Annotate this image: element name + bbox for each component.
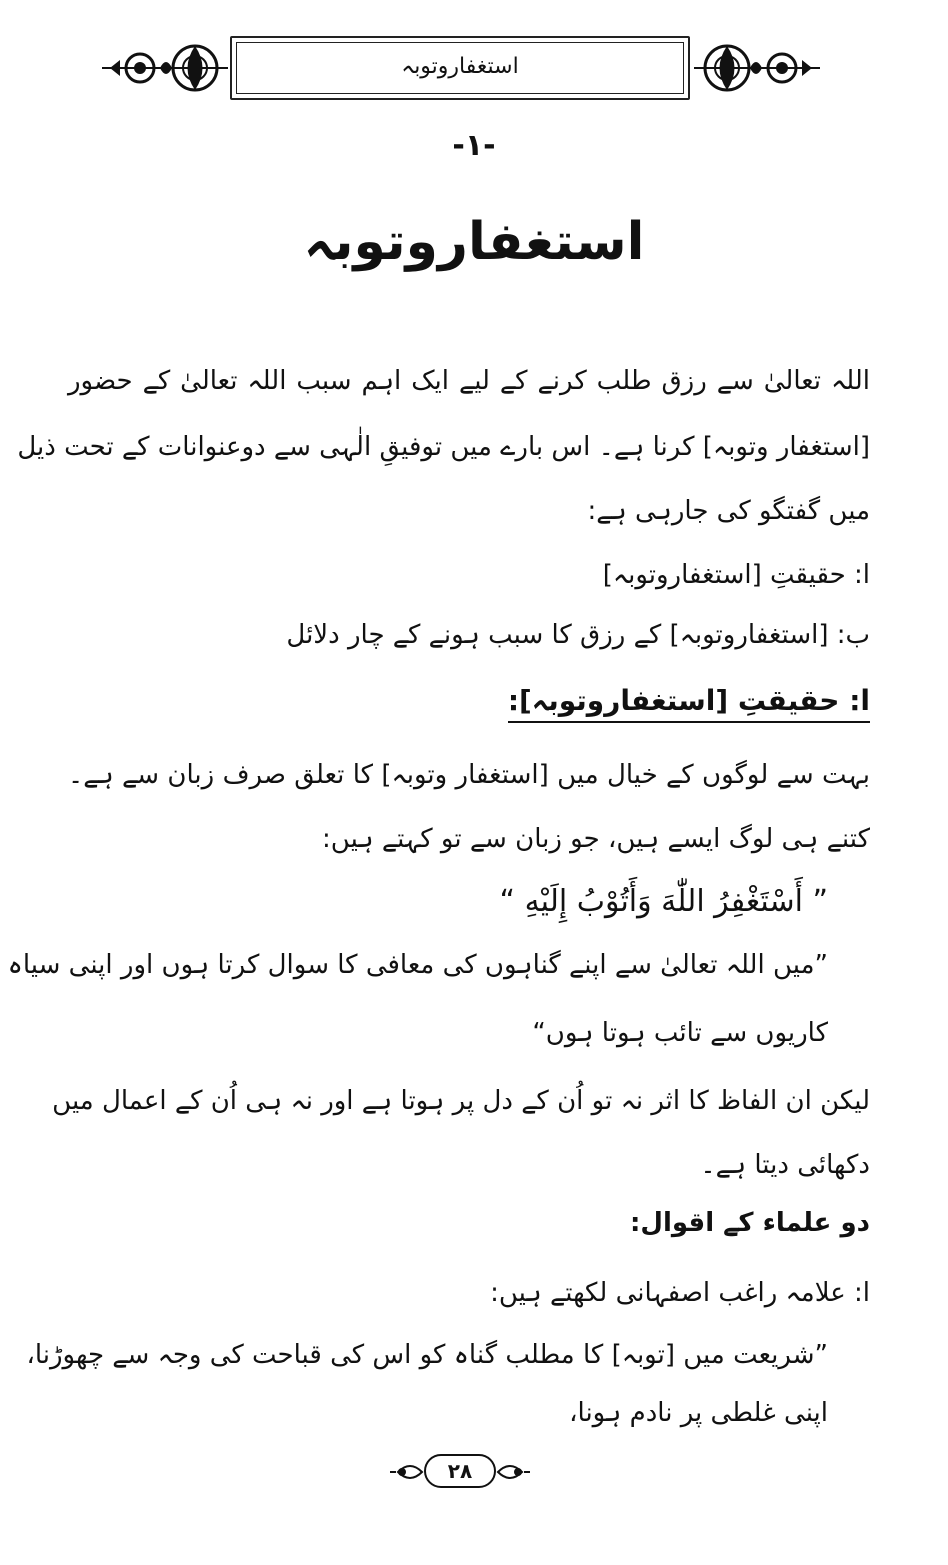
chapter-title: استغفاروتوبہ: [303, 212, 645, 272]
footer-left-ornament-icon: [390, 1458, 424, 1486]
running-title: استغفاروتوبہ: [401, 54, 519, 79]
list-item-scholar: ا: علامہ راغب اصفہانی لکھتے ہیں:: [490, 1278, 870, 1308]
subheading: دو علماء کے اقوال:: [630, 1208, 870, 1238]
list-item-b: ب: [استغفاروتوبہ] کے رزق کا سبب ہونے کے چار دلائل: [286, 620, 870, 650]
translation-line: کاریوں سے تائب ہوتا ہوں“: [532, 1018, 828, 1048]
paragraph-line: اللہ تعالیٰ سے رزق طلب کرنے کے لیے ایک اہم سبب اللہ تعالیٰ کے حضور: [68, 366, 870, 396]
paragraph-line: کتنے ہی لوگ ایسے ہیں، جو زبان سے تو کہتے ہیں:: [322, 824, 870, 854]
left-ornament-icon: [100, 38, 230, 98]
page-footer: [390, 1450, 530, 1494]
arabic-quote: ” أَسْتَغْفِرُ اللّٰهَ وَأَتُوْبُ إِلَيْهِ “: [499, 884, 828, 919]
page-number: ۲۸: [424, 1454, 496, 1488]
right-ornament-icon: [692, 38, 822, 98]
paragraph-line: میں گفتگو کی جارہی ہے:: [587, 496, 870, 526]
chapter-number: -۱-: [452, 128, 496, 163]
paragraph-line: بہت سے لوگوں کے خیال میں [استغفار وتوبہ] کا تعلق صرف زبان سے ہے۔: [68, 760, 870, 790]
paragraph-line: دکھائی دیتا ہے۔: [700, 1150, 870, 1180]
quote-line: ”شریعت میں [توبہ] کا مطلب گناہ کو اس کی قباحت کی وجہ سے چھوڑنا،: [26, 1340, 828, 1370]
footer-right-ornament-icon: [496, 1458, 530, 1486]
section-heading-text: ا: حقیقتِ [استغفاروتوبہ]:: [508, 684, 870, 723]
list-item-a: ا: حقیقتِ [استغفاروتوبہ]: [602, 560, 870, 590]
header-frame: [230, 36, 690, 100]
paragraph-line: لیکن ان الفاظ کا اثر نہ تو اُن کے دل پر ہوتا ہے اور نہ ہی اُن کے اعمال میں: [52, 1086, 870, 1116]
paragraph-line: [استغفار وتوبہ] کرنا ہے۔ اس بارے میں توفیقِ الٰہی سے دوعنوانات کے تحت ذیل: [17, 432, 870, 462]
section-heading: [508, 684, 870, 717]
running-header: [100, 34, 822, 104]
quote-line: اپنی غلطی پر نادم ہونا،: [569, 1398, 828, 1428]
translation-line: ”میں اللہ تعالیٰ سے اپنے گناہوں کی معافی کا سوال کرتا ہوں اور اپنی سیاہ: [7, 950, 828, 980]
